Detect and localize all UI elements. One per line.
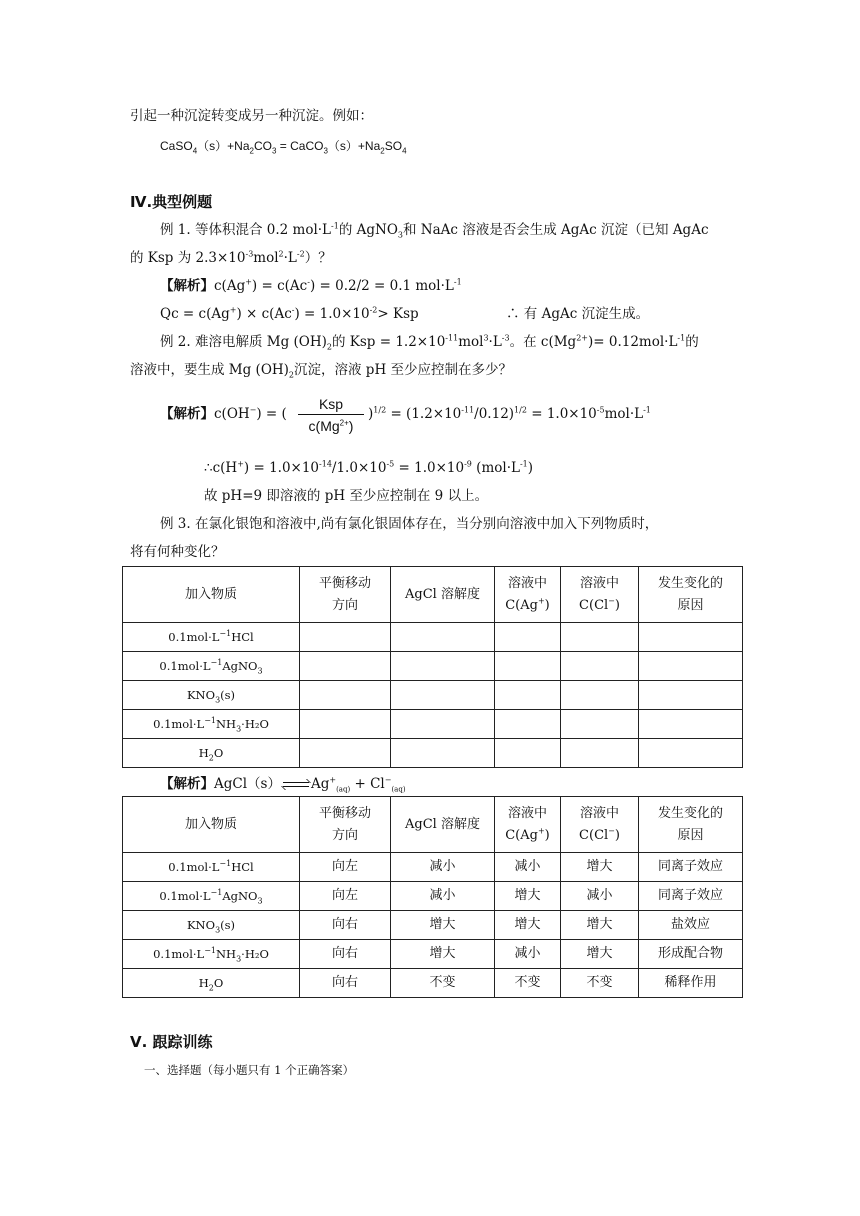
choice-heading: 一、选择题（每小题只有 1 个正确答案） — [144, 1063, 355, 1077]
example2-ph: 故 pH=9 即溶液的 pH 至少应控制在 9 以上。 — [204, 488, 489, 504]
answer-cell: 不变 — [391, 969, 495, 998]
table-row — [123, 882, 743, 911]
header-direction: 平衡移动 方向 — [300, 567, 391, 623]
table-row — [123, 739, 743, 768]
table-row — [123, 969, 743, 998]
answer-cell: 向右 — [300, 940, 391, 969]
fraction-numerator: Ksp — [298, 396, 364, 415]
substance-cell: $0.1mol\cdot L^{-1}HCl$ — [123, 853, 300, 882]
header-direction: 平衡移动 方向 — [300, 797, 391, 853]
answer-cell: 增大 — [561, 940, 639, 969]
answer-cell: 不变 — [561, 969, 639, 998]
example2-line1: 例 2. 难溶电解质 Mg $(OH)_2$的 Ksp = $1.2\times 10^{-11}mol^3\cdot L^{-3}$。在 $c(Mg^{2+})= 0.12mol\cdot L^{-1}$的 — [160, 333, 699, 352]
header-cl-conc: 溶液中 C(Cl−) — [561, 567, 639, 623]
header-substance: 加入物质 — [123, 797, 300, 853]
example1-line2: 的 Ksp 为 $2.3\times 10^{-3}mol^2\cdot L^{-2}$）？ — [130, 249, 332, 266]
table-row — [123, 652, 743, 681]
substance-cell: $0.1mol\cdot L^{-1}NH_3\cdot H_2O$ — [123, 710, 300, 739]
example1-qc: $Qc = c(Ag^+) \times c(Ac^-) = 1.0\times 10^{-2}>$ Ksp — [160, 305, 419, 322]
example1-line1: 例 1. 等体积混合 0.2 $mol\cdot L^{-1}$的 AgNO$_3$和 NaAc 溶液是否会生成 AgAc 沉淀（已知 AgAc — [160, 221, 709, 240]
example3-line2: 将有何种变化？ — [130, 544, 225, 560]
answer-cell: 不变 — [495, 969, 561, 998]
table-header-row — [123, 567, 743, 623]
substance-cell: $KNO_3(s)$ — [123, 681, 300, 710]
answer-cell: 同离子效应 — [639, 853, 743, 882]
answer-cell: 向左 — [300, 853, 391, 882]
answer-cell: 减小 — [391, 853, 495, 882]
answer-cell: 向右 — [300, 969, 391, 998]
example2-analysis-left: 【解析】c(OH−) = ( — [160, 405, 287, 422]
header-solubility: AgCl 溶解度 — [391, 797, 495, 853]
substance-cell: $0.1mol\cdot L^{-1}NH_3\cdot H_2O$ — [123, 940, 300, 969]
answer-table — [122, 796, 743, 998]
header-ag-conc: 溶液中 C(Ag+) — [495, 797, 561, 853]
example2-line2: 溶液中，要生成 Mg $(OH)_2$沉淀，溶液 pH 至少应控制在多少？ — [130, 362, 513, 380]
answer-cell: 减小 — [561, 882, 639, 911]
header-ag-conc: 溶液中 C(Ag+) — [495, 567, 561, 623]
answer-cell: 减小 — [391, 882, 495, 911]
reaction-line: $CaSO_4(s)+Na_2CO_3$ = $CaCO_3(s)+Na_2SO_4$ — [160, 139, 407, 156]
fraction-denominator: $c(Mg^{2+})$ — [308, 418, 354, 434]
table-row — [123, 853, 743, 882]
substance-cell: $H_2O$ — [123, 969, 300, 998]
table-header-row — [123, 797, 743, 853]
example1-conclusion: ∴ 有 AgAc 沉淀生成。 — [506, 306, 650, 322]
header-cl-conc: 溶液中 C(Cl−) — [561, 797, 639, 853]
substance-cell: $KNO_3(s)$ — [123, 911, 300, 940]
table-row — [123, 681, 743, 710]
header-reason: 发生变化的 原因 — [639, 797, 743, 853]
answer-cell: 增大 — [391, 911, 495, 940]
section-title-4: Ⅳ.典型例题 — [130, 193, 213, 211]
answer-cell: 增大 — [561, 911, 639, 940]
substance-cell: $H_2O$ — [123, 739, 300, 768]
answer-cell: 盐效应 — [639, 911, 743, 940]
answer-cell: 减小 — [495, 940, 561, 969]
example2-analysis-right: )$^{1/2} = (1.2\times 10^{-11}/0.12)^{1/2} = 1.0\times 10^{-5}mol\cdot L^{-1}$ — [368, 405, 651, 422]
example1-analysis: 【解析】c(Ag+) = c(Ac-) = 0.2/2 = 0.1 $mol\cdot L^{-1}$ — [160, 277, 462, 294]
table-row — [123, 710, 743, 739]
answer-cell: 形成配合物 — [639, 940, 743, 969]
blank-table — [122, 566, 743, 768]
answer-cell: 减小 — [495, 853, 561, 882]
header-reason: 发生变化的 原因 — [639, 567, 743, 623]
table-row — [123, 911, 743, 940]
section-title-5: Ⅴ. 跟踪训练 — [130, 1033, 213, 1051]
substance-cell: $0.1mol\cdot L^{-1}AgNO_3$ — [123, 652, 300, 681]
answer-cell: 增大 — [495, 882, 561, 911]
answer-cell: 增大 — [561, 853, 639, 882]
header-substance: 加入物质 — [123, 567, 300, 623]
header-solubility: AgCl 溶解度 — [391, 567, 495, 623]
answer-cell: 增大 — [391, 940, 495, 969]
answer-cell: 向右 — [300, 911, 391, 940]
answer-cell: 同离子效应 — [639, 882, 743, 911]
analysis-equilibrium: 【解析】AgCl（s） $Ag^+_{(aq)} + Cl^-_{(aq)}$ — [160, 775, 406, 794]
table-row — [123, 623, 743, 652]
example3-line1: 例 3. 在氯化银饱和溶液中,尚有氯化银固体存在，当分别向溶液中加入下列物质时， — [160, 516, 659, 532]
intro-line: 引起一种沉淀转变成另一种沉淀。例如： — [130, 108, 373, 124]
table-row — [123, 940, 743, 969]
ksp-fraction — [298, 396, 364, 434]
equilibrium-arrow-icon — [283, 779, 309, 791]
substance-cell: $0.1mol\cdot L^{-1}HCl$ — [123, 623, 300, 652]
example2-h-conc: ∴c(H+) = $1.0\times 10^{-14}/1.0\times 10^{-5} = 1.0\times 10^{-9}$ $(mol\cdot L^{-1})$ — [204, 459, 534, 476]
answer-cell: 稀释作用 — [639, 969, 743, 998]
answer-cell: 增大 — [495, 911, 561, 940]
substance-cell: $0.1mol\cdot L^{-1}AgNO_3$ — [123, 882, 300, 911]
answer-cell: 向左 — [300, 882, 391, 911]
